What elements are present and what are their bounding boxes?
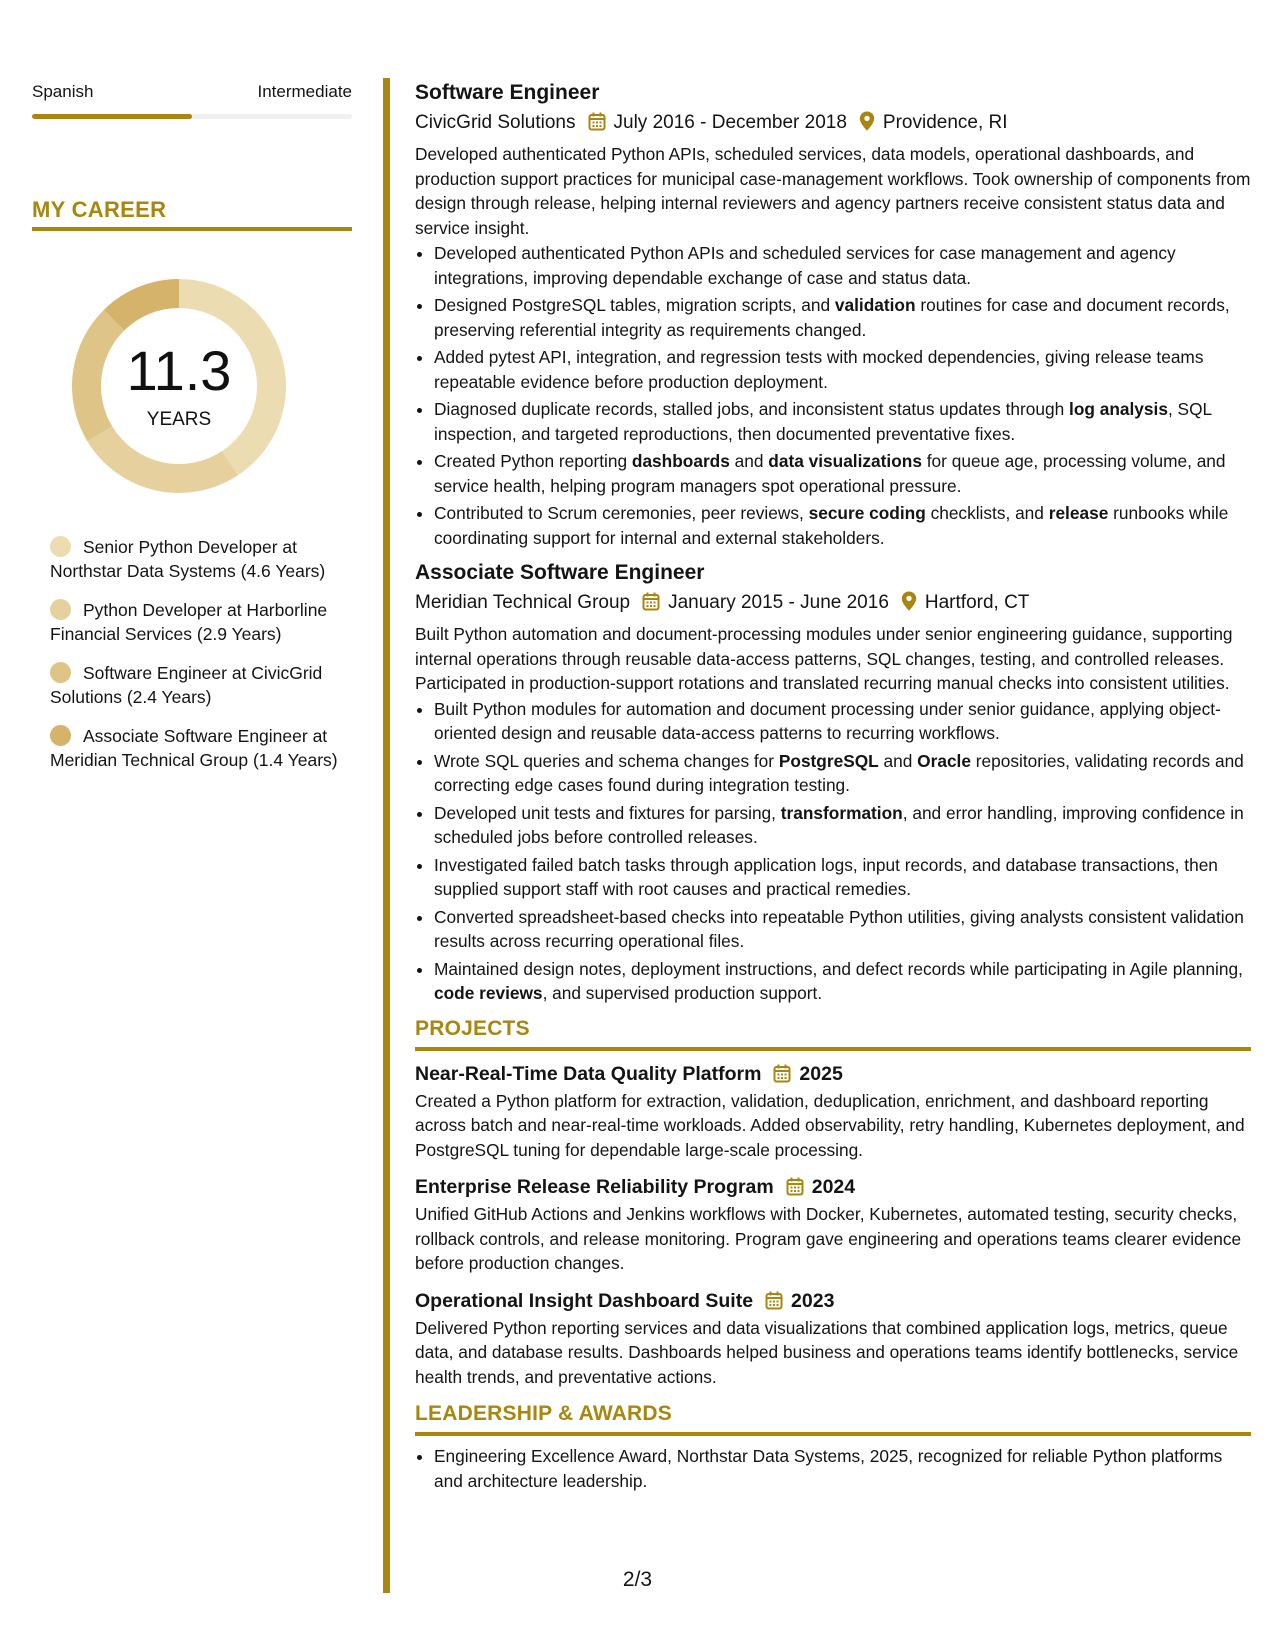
bullet-text: Created Python reporting — [434, 451, 632, 471]
job-meta — [415, 588, 1251, 618]
bullet-text: Contributed to Scrum ceremonies, peer reviews, — [434, 503, 809, 523]
bullet-text: checklists, and — [925, 503, 1049, 523]
bullet-text: , SQL inspection, and targeted reproductions, then documented preventative fixes. — [434, 399, 1212, 444]
bullet-item — [434, 345, 1251, 394]
job-dates: January 2015 - June 2016 — [668, 592, 889, 613]
total-years-value: 11.3 — [126, 339, 232, 402]
bullet-item — [434, 397, 1251, 446]
location-pin-icon — [859, 111, 875, 131]
bullet-keyword: validation — [834, 295, 916, 315]
job-bullets — [415, 241, 1251, 550]
calendar-icon — [773, 1064, 791, 1083]
career-legend — [50, 535, 340, 787]
bullet-text: runbooks while coordinating support for internal and external stakeholders. — [434, 503, 1229, 548]
award-item: • Engineering Excellence Award, Northstar Data Systems, 2025, recognized for reliable Python platforms and architecture leadership. — [434, 1444, 1251, 1493]
job-location: Hartford, CT — [924, 592, 1030, 613]
project-entry — [415, 1286, 1251, 1390]
awards-section-title: LEADERSHIP & AWARDS — [415, 1402, 672, 1425]
bullet-keyword: release — [1048, 503, 1109, 523]
language-proficiency-fill — [32, 114, 192, 119]
project-title: Operational Insight Dashboard Suite — [415, 1289, 754, 1312]
legend-item — [50, 598, 340, 646]
company-name: CivicGrid Solutions — [415, 112, 576, 133]
bullet-item — [434, 241, 1251, 290]
bullet-text: Built Python modules for automation and document processing under senior guidance, applying object-oriented design and reusable data-access patterns to recurring workflows. — [434, 698, 1221, 743]
bullet-item — [434, 957, 1251, 1006]
bullet-keyword: data visualizations — [768, 451, 922, 471]
bullet-text: routines for case and document records, preserving referential integrity as requirements changed. — [434, 295, 1230, 340]
bullet-text: , and error handling, improving confidence in scheduled jobs before controlled releases. — [434, 802, 1244, 847]
experience-entry — [415, 78, 1251, 550]
donut-slice — [87, 426, 238, 493]
bullet-text: for queue age, processing volume, and service health, helping program managers spot operational pressure. — [434, 451, 1226, 496]
projects-section-rule — [415, 1047, 1251, 1051]
calendar-icon — [642, 592, 660, 611]
job-title: Associate Software Engineer — [415, 561, 705, 584]
job-location: Providence, RI — [882, 112, 1008, 133]
legend-swatch — [50, 599, 71, 620]
projects-list — [415, 1059, 1251, 1390]
total-years-label: YEARS — [146, 409, 212, 430]
bullet-text: Wrote SQL queries and schema changes for — [434, 750, 779, 771]
project-entry — [415, 1172, 1251, 1276]
bullet-text: Diagnosed duplicate records, stalled jobs, and inconsistent status updates through — [434, 399, 1070, 419]
location-pin-icon — [901, 591, 917, 611]
language-proficiency-bar — [32, 114, 352, 119]
legend-item — [50, 724, 340, 772]
awards-list — [415, 1444, 1251, 1493]
bullet-keyword: transformation — [780, 802, 903, 823]
project-heading — [415, 1172, 1251, 1202]
legend-item — [50, 535, 340, 583]
bullet-text: and — [729, 451, 769, 471]
company-name: Meridian Technical Group — [415, 592, 631, 613]
legend-label: Software Engineer at CivicGrid Solutions (2.4 Years) — [50, 663, 323, 707]
column-divider — [383, 78, 390, 1593]
job-bullets — [415, 697, 1251, 1006]
project-year: 2024 — [811, 1176, 856, 1198]
bullet-keyword: secure coding — [808, 503, 926, 523]
awards-section-rule — [415, 1432, 1251, 1436]
legend-swatch — [50, 662, 71, 683]
legend-label: Associate Software Engineer at Meridian Technical Group (1.4 Years) — [50, 726, 338, 770]
project-year: 2025 — [799, 1062, 843, 1085]
page-number: 2/3 — [622, 1568, 653, 1591]
job-title: Software Engineer — [415, 81, 600, 104]
career-section-title: MY CAREER — [32, 197, 167, 222]
bullet-text: Developed authenticated Python APIs and scheduled services for case management and agency integrations, improving dependable exchange of case and status data. — [434, 243, 1176, 288]
job-summary: Developed authenticated Python APIs, scheduled services, data models, operational dashboards, and production support practices for municipal case-management workflows. Took ownership of components from design through release, helping internal reviewers and agency partners receive consistent status data and service insight. — [415, 144, 1251, 238]
projects-section-title: PROJECTS — [415, 1016, 530, 1040]
legend-item — [50, 661, 340, 709]
career-section-rule — [32, 227, 352, 231]
bullet-text: and — [878, 750, 918, 771]
project-title: Near-Real-Time Data Quality Platform — [415, 1062, 762, 1085]
job-dates: July 2016 - December 2018 — [613, 112, 847, 133]
project-entry — [415, 1059, 1251, 1163]
bullet-item — [434, 749, 1251, 798]
project-heading — [415, 1286, 1251, 1316]
bullet-text: , and supervised production support. — [542, 983, 823, 1003]
bullet-item — [434, 905, 1251, 954]
bullet-text: Designed PostgreSQL tables, migration scripts, and — [434, 295, 835, 315]
project-description: Delivered Python reporting services and data visualizations that combined application logs, metrics, queue data, and database results. Dashboards helped business and operations teams identify bottlenecks, service health trends, and preventative actions. — [415, 1317, 1239, 1387]
legend-label: Senior Python Developer at Northstar Data Systems (4.6 Years) — [50, 537, 326, 581]
bullet-item — [434, 697, 1251, 746]
bullet-item — [434, 801, 1251, 850]
legend-swatch — [50, 536, 71, 557]
calendar-icon — [765, 1291, 783, 1310]
project-year: 2023 — [791, 1289, 835, 1312]
calendar-icon — [588, 112, 606, 131]
bullet-item — [434, 501, 1251, 550]
main-content — [415, 78, 1251, 1496]
job-meta — [415, 108, 1251, 138]
bullet-keyword: code reviews — [434, 983, 543, 1003]
bullet-text: repositories, validating records and correcting edge cases found during integration testing. — [434, 750, 1244, 795]
project-heading — [415, 1059, 1251, 1089]
bullet-keyword: Oracle — [917, 750, 971, 771]
bullet-keyword: dashboards — [631, 451, 730, 471]
bullet-text: Developed unit tests and fixtures for parsing, — [434, 802, 781, 823]
bullet-text: Maintained design notes, deployment instructions, and defect records while participating in Agile planning, — [434, 958, 1243, 979]
legend-label: Python Developer at Harborline Financial Services (2.9 Years) — [50, 600, 328, 644]
bullet-item — [434, 853, 1251, 902]
language-level: Intermediate — [257, 82, 352, 101]
bullet-text: Converted spreadsheet-based checks into repeatable Python utilities, giving analysts consistent validation results across recurring operational files. — [434, 906, 1244, 951]
bullet-keyword: log analysis — [1069, 399, 1168, 419]
legend-swatch — [50, 725, 71, 746]
bullet-keyword: PostgreSQL — [778, 750, 879, 771]
language-name: Spanish — [32, 82, 94, 101]
project-description: Unified GitHub Actions and Jenkins workflows with Docker, Kubernetes, automated testing, security checks, rollback controls, and release monitoring. Program gave engineering and operations teams clearer evidence before production changes. — [415, 1204, 1242, 1273]
bullet-item — [434, 293, 1251, 342]
calendar-icon — [786, 1177, 804, 1196]
project-description: Created a Python platform for extraction, validation, deduplication, enrichment, and dashboard reporting across batch and near-real-time workloads. Added observability, retry handling, Kubernetes deployment, and PostgreSQL tuning for dependable large-scale processing. — [415, 1090, 1245, 1160]
bullet-text: Investigated failed batch tasks through application logs, input records, and database transactions, then supplied support staff with root causes and practical remedies. — [434, 854, 1218, 899]
career-donut-chart — [66, 273, 292, 499]
experience-list — [415, 78, 1251, 1006]
project-title: Enterprise Release Reliability Program — [415, 1176, 774, 1198]
job-summary: Built Python automation and document-processing modules under senior engineering guidance, supporting internal operations through reusable data-access patterns, SQL changes, testing, and controlled releases. Participated in production-support rotations and translated recurring manual checks into consistent utilities. — [415, 624, 1233, 693]
bullet-text: Added pytest API, integration, and regression tests with mocked dependencies, giving release teams repeatable evidence before production deployment. — [434, 347, 1204, 392]
experience-entry — [415, 558, 1251, 1006]
bullet-item — [434, 449, 1251, 498]
